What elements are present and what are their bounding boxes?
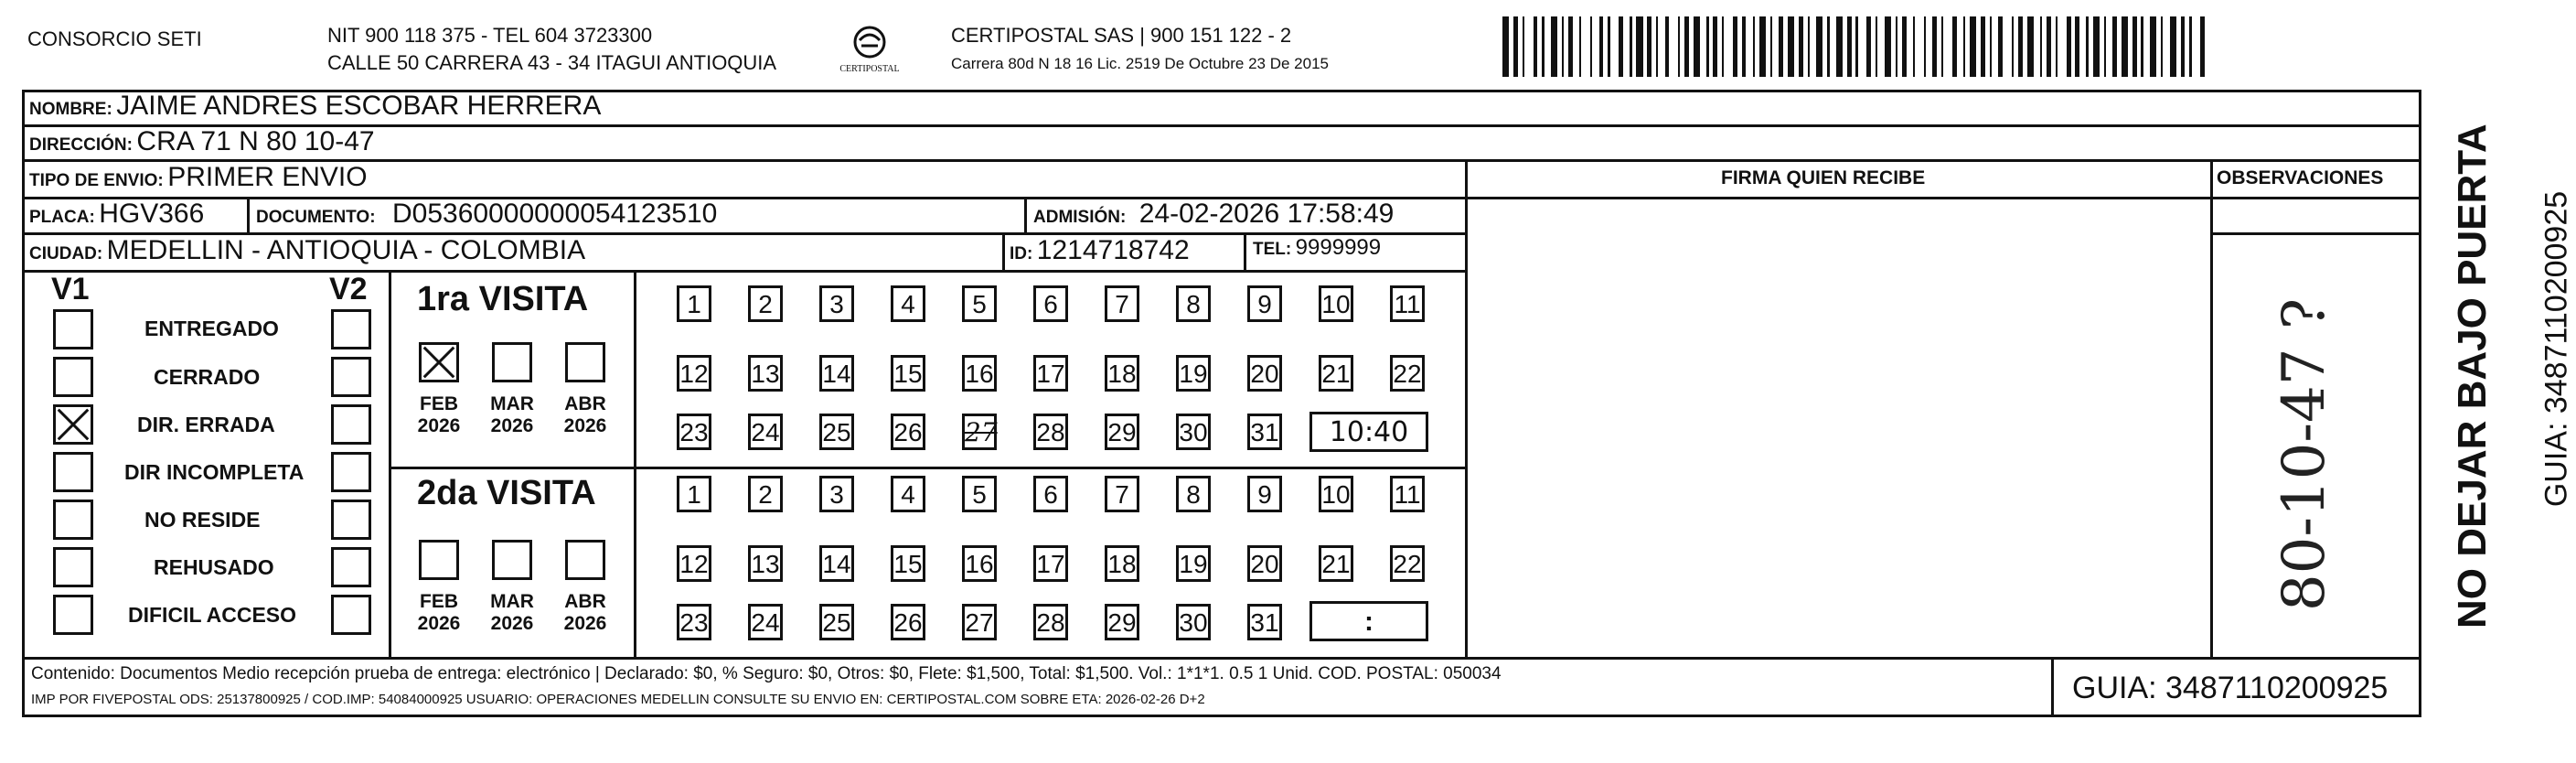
second-visit-day-24[interactable]: 24 <box>748 604 783 640</box>
barcode-bar <box>1733 16 1737 77</box>
first-visit-day-9[interactable]: 9 <box>1247 285 1282 322</box>
ciudad-value: MEDELLIN - ANTIOQUIA - COLOMBIA <box>106 235 586 265</box>
second-visit-day-31[interactable]: 31 <box>1247 604 1282 640</box>
second-visit-day-3[interactable]: 3 <box>819 476 854 512</box>
second-visit-title: 2da VISITA <box>417 474 596 512</box>
v2-checkbox-dir-errada[interactable] <box>331 404 371 445</box>
second-visit-day-27[interactable]: 27 <box>962 604 997 640</box>
first-visit-day-4[interactable]: 4 <box>891 285 925 322</box>
second-visit-month-mar[interactable] <box>492 540 532 580</box>
barcode-bar <box>1913 16 1915 77</box>
barcode-bar <box>1684 16 1689 77</box>
observaciones-header: OBSERVACIONES <box>2217 167 2384 188</box>
id-value: 1214718742 <box>1036 235 1190 265</box>
footer-guia: GUIA: 3487110200925 <box>2072 671 2389 705</box>
barcode-bar <box>1656 16 1658 77</box>
second-visit-day-5[interactable]: 5 <box>962 476 997 512</box>
second-visit-day-4[interactable]: 4 <box>891 476 925 512</box>
v1-checkbox-entregado[interactable] <box>53 309 93 349</box>
first-visit-title: 1ra VISITA <box>417 280 589 318</box>
second-visit-day-11[interactable]: 11 <box>1390 476 1425 512</box>
second-visit-day-16[interactable]: 16 <box>962 545 997 582</box>
barcode-bar <box>1963 16 1965 77</box>
first-visit-day-13[interactable]: 13 <box>748 355 783 392</box>
barcode-bar <box>1941 16 1943 77</box>
tipo-value: PRIMER ENVIO <box>167 162 368 192</box>
second-visit-month-feb[interactable] <box>419 540 459 580</box>
barcode-bar <box>1534 16 1538 77</box>
second-visit-day-23[interactable]: 23 <box>677 604 711 640</box>
second-month-label-mar: MAR 2026 <box>490 591 534 634</box>
barcode-bar <box>2141 16 2143 77</box>
barcode-bar <box>1759 16 1766 77</box>
documento-row <box>256 199 717 230</box>
first-visit-day-29[interactable]: 29 <box>1105 414 1139 450</box>
barcode <box>1502 16 2207 77</box>
status-no-reside: NO RESIDE <box>144 508 261 532</box>
second-month-label-abr: ABR 2026 <box>563 591 607 634</box>
barcode-bar <box>2161 16 2163 77</box>
barcode-bar <box>2093 16 2100 77</box>
second-visit-day-13[interactable]: 13 <box>748 545 783 582</box>
barcode-bar <box>1866 16 1871 77</box>
barcode-bar <box>1788 16 1794 77</box>
v2-checkbox-entregado[interactable] <box>331 309 371 349</box>
v2-checkbox-dificil-acceso[interactable] <box>331 595 371 635</box>
barcode-bar <box>1542 16 1544 77</box>
barcode-bar <box>1562 16 1564 77</box>
barcode-bar <box>2132 16 2137 77</box>
barcode-bar <box>1599 16 1604 77</box>
carrier-line: CERTIPOSTAL SAS | 900 151 122 - 2 <box>951 24 1292 47</box>
second-visit-day-2[interactable]: 2 <box>748 476 783 512</box>
barcode-bar <box>1636 16 1642 77</box>
barcode-bar <box>2075 16 2079 77</box>
admision-row <box>1033 199 1394 230</box>
tel-label: TEL: <box>1253 240 1292 259</box>
nombre-row <box>29 91 601 122</box>
first-visit-month-abr[interactable] <box>565 342 605 382</box>
barcode-bar <box>1855 16 1857 77</box>
barcode-bar <box>1678 16 1680 77</box>
first-visit-day-24[interactable]: 24 <box>748 414 783 450</box>
barcode-bar <box>1932 16 1937 77</box>
barcode-bar <box>2047 16 2051 77</box>
first-visit-day-18[interactable]: 18 <box>1105 355 1139 392</box>
barcode-bar <box>1952 16 1957 77</box>
first-visit-day-16[interactable]: 16 <box>962 355 997 392</box>
first-visit-day-26[interactable]: 26 <box>891 414 925 450</box>
barcode-bar <box>2181 16 2186 77</box>
barcode-bar <box>1847 16 1852 77</box>
second-visit-day-9[interactable]: 9 <box>1247 476 1282 512</box>
direccion-label: DIRECCIÓN: <box>29 135 133 155</box>
first-visit-day-11[interactable]: 11 <box>1390 285 1425 322</box>
second-visit-day-8[interactable]: 8 <box>1176 476 1211 512</box>
barcode-bar <box>1924 16 1926 77</box>
barcode-bar <box>2112 16 2117 77</box>
side-warning <box>2425 119 2574 640</box>
second-visit-day-30[interactable]: 30 <box>1176 604 1211 640</box>
first-month-label-abr: ABR 2026 <box>563 393 607 436</box>
barcode-bar <box>1722 16 1724 77</box>
first-visit-time[interactable]: 10:40 <box>1309 412 1428 452</box>
v1-checkbox-rehusado[interactable] <box>53 547 93 587</box>
first-visit-day-12[interactable]: 12 <box>677 355 711 392</box>
second-visit-day-10[interactable]: 10 <box>1319 476 1353 512</box>
barcode-bar <box>2027 16 2034 77</box>
second-visit-day-12[interactable]: 12 <box>677 545 711 582</box>
second-visit-day-25[interactable]: 25 <box>819 604 854 640</box>
barcode-bar <box>2018 16 2023 77</box>
tipo-row <box>29 162 368 193</box>
barcode-bar <box>1694 16 1700 77</box>
first-visit-day-31[interactable]: 31 <box>1247 414 1282 450</box>
v1-checkbox-no-reside[interactable] <box>53 500 93 540</box>
id-label: ID: <box>1010 244 1033 263</box>
barcode-bar <box>1513 16 1518 77</box>
second-visit-day-21[interactable]: 21 <box>1319 545 1353 582</box>
second-visit-day-20[interactable]: 20 <box>1247 545 1282 582</box>
logo-text: CERTIPOSTAL <box>839 64 900 74</box>
direccion-row <box>29 126 375 157</box>
placa-value: HGV366 <box>99 199 205 229</box>
first-visit-day-30[interactable]: 30 <box>1176 414 1211 450</box>
barcode-bar <box>1608 16 1609 77</box>
barcode-bar <box>1836 16 1843 77</box>
first-visit-day-10[interactable]: 10 <box>1319 285 1353 322</box>
barcode-bar <box>1502 16 1509 77</box>
placa-row <box>29 199 204 230</box>
barcode-bar <box>1590 16 1592 77</box>
barcode-bar <box>1742 16 1747 77</box>
status-dir-errada: DIR. ERRADA <box>137 413 275 436</box>
barcode-bar <box>1523 16 1524 77</box>
barcode-bar <box>1876 16 1877 77</box>
v2-checkbox-cerrado[interactable] <box>331 357 371 397</box>
first-visit-day-14[interactable]: 14 <box>819 355 854 392</box>
v1-checkbox-dir-incompleta[interactable] <box>53 452 93 492</box>
barcode-bar <box>1579 16 1581 77</box>
tipo-label: TIPO DE ENVIO: <box>29 171 164 190</box>
second-visit-time[interactable]: : <box>1309 601 1428 641</box>
admision-value: 24-02-2026 17:58:49 <box>1138 199 1395 229</box>
address-line: CALLE 50 CARRERA 43 - 34 ITAGUI ANTIOQUIA <box>327 51 777 74</box>
nit-line: NIT 900 118 375 - TEL 604 3723300 <box>327 24 653 47</box>
v2-checkbox-no-reside[interactable] <box>331 500 371 540</box>
footer-content-line: Contenido: Documentos Medio recepción prueba de entrega: electrónico | Declarado: $0, % Seguro: $0, Otros: $0, Flete: $1,500, Total: $1,500. Vol.: 1*1*1. 0.5 1 Unid. COD. POSTAL: 050034 <box>31 664 1502 683</box>
documento-value: D05360000000054123510 <box>392 199 718 229</box>
certipostal-logo <box>838 24 902 79</box>
first-visit-day-19[interactable]: 19 <box>1176 355 1211 392</box>
second-visit-day-7[interactable]: 7 <box>1105 476 1139 512</box>
first-visit-month-feb[interactable] <box>419 342 459 382</box>
barcode-bar <box>1970 16 1976 77</box>
first-visit-day-3[interactable]: 3 <box>819 285 854 322</box>
barcode-bar <box>2122 16 2128 77</box>
second-visit-day-18[interactable]: 18 <box>1105 545 1139 582</box>
tel-row <box>1253 235 1381 261</box>
license-line: Carrera 80d N 18 16 Lic. 2519 De Octubre 23 De 2015 <box>951 55 1329 72</box>
tel-value: 9999999 <box>1295 235 1382 260</box>
barcode-bar <box>2150 16 2156 77</box>
barcode-bar <box>1998 16 2003 77</box>
barcode-bar <box>1647 16 1651 77</box>
footer-imp-line: IMP POR FIVEPOSTAL ODS: 25137800925 / COD.IMP: 54084000925 USUARIO: OPERACIONES MEDELLIN CONSULTE SU ENVIO EN: CERTIPOSTAL.COM SOBRE ETA: 2026-02-26 D+2 <box>31 692 1205 707</box>
second-visit-day-1[interactable]: 1 <box>677 476 711 512</box>
barcode-bar <box>1619 16 1623 77</box>
barcode-bar <box>1568 16 1573 77</box>
barcode-bar <box>1981 16 1985 77</box>
second-visit-day-29[interactable]: 29 <box>1105 604 1139 640</box>
v2-label: V2 <box>329 272 368 306</box>
barcode-bar <box>1808 16 1810 77</box>
v1-checkbox-dificil-acceso[interactable] <box>53 595 93 635</box>
barcode-bar <box>1816 16 1822 77</box>
second-visit-day-19[interactable]: 19 <box>1176 545 1211 582</box>
direccion-value: CRA 71 N 80 10-47 <box>136 126 375 156</box>
barcode-bar <box>2170 16 2176 77</box>
first-month-label-feb: FEB 2026 <box>417 393 461 436</box>
status-rehusado: REHUSADO <box>154 555 274 579</box>
second-visit-day-17[interactable]: 17 <box>1033 545 1068 582</box>
observaciones-note <box>2231 256 2368 622</box>
side-guia-text: GUIA: 3487110200925 <box>2539 190 2574 508</box>
first-visit-day-27[interactable]: 27 <box>962 414 997 450</box>
second-visit-day-22[interactable]: 22 <box>1390 545 1425 582</box>
status-cerrado: CERRADO <box>154 365 261 389</box>
placa-label: PLACA: <box>29 208 95 227</box>
barcode-bar <box>1885 16 1891 77</box>
first-visit-day-7[interactable]: 7 <box>1105 285 1139 322</box>
first-visit-day-8[interactable]: 8 <box>1176 285 1211 322</box>
company-name: CONSORCIO SETI <box>27 27 202 50</box>
nombre-value: JAIME ANDRES ESCOBAR HERRERA <box>116 91 602 121</box>
v2-checkbox-rehusado[interactable] <box>331 547 371 587</box>
barcode-bar <box>2189 16 2191 77</box>
v2-checkbox-dir-incompleta[interactable] <box>331 452 371 492</box>
observaciones-handwritten: 80-10-47 ? <box>2271 297 2338 612</box>
barcode-bar <box>2104 16 2106 77</box>
barcode-bar <box>1665 16 1670 77</box>
barcode-bar <box>1706 16 1708 77</box>
second-month-label-feb: FEB 2026 <box>417 591 461 634</box>
second-visit-day-15[interactable]: 15 <box>891 545 925 582</box>
second-visit-day-6[interactable]: 6 <box>1033 476 1068 512</box>
barcode-bar <box>1827 16 1829 77</box>
first-visit-day-21[interactable]: 21 <box>1319 355 1353 392</box>
status-dir-incompleta: DIR INCOMPLETA <box>124 460 305 484</box>
first-visit-day-17[interactable]: 17 <box>1033 355 1068 392</box>
barcode-bar <box>1630 16 1631 77</box>
status-entregado: ENTREGADO <box>144 317 279 340</box>
v1-checkbox-cerrado[interactable] <box>53 357 93 397</box>
v1-label: V1 <box>51 272 90 306</box>
status-dificil-acceso: DIFICIL ACCESO <box>128 603 297 627</box>
first-visit-day-6[interactable]: 6 <box>1033 285 1068 322</box>
barcode-bar <box>1770 16 1772 77</box>
firma-header: FIRMA QUIEN RECIBE <box>1721 167 1926 188</box>
barcode-bar <box>1896 16 1897 77</box>
first-visit-day-1[interactable]: 1 <box>677 285 711 322</box>
barcode-bar <box>1753 16 1755 77</box>
second-visit-month-abr[interactable] <box>565 540 605 580</box>
barcode-bar <box>2067 16 2071 77</box>
side-warning-text: NO DEJAR BAJO PUERTA <box>2450 124 2495 629</box>
first-visit-day-15[interactable]: 15 <box>891 355 925 392</box>
barcode-bar <box>1799 16 1803 77</box>
ciudad-row <box>29 235 585 266</box>
barcode-bar <box>1902 16 1907 77</box>
first-visit-day-5[interactable]: 5 <box>962 285 997 322</box>
second-visit-day-14[interactable]: 14 <box>819 545 854 582</box>
barcode-bar <box>1551 16 1557 77</box>
first-visit-month-mar[interactable] <box>492 342 532 382</box>
documento-label: DOCUMENTO: <box>256 208 376 227</box>
barcode-bar <box>1779 16 1783 77</box>
barcode-bar <box>2200 16 2205 77</box>
v1-checkbox-dir-errada[interactable] <box>53 404 93 445</box>
barcode-bar <box>1713 16 1717 77</box>
first-visit-day-22[interactable]: 22 <box>1390 355 1425 392</box>
barcode-bar <box>2040 16 2042 77</box>
first-month-label-mar: MAR 2026 <box>490 393 534 436</box>
ciudad-label: CIUDAD: <box>29 244 103 263</box>
barcode-bar <box>2012 16 2014 77</box>
first-visit-day-28[interactable]: 28 <box>1033 414 1068 450</box>
second-visit-day-28[interactable]: 28 <box>1033 604 1068 640</box>
admision-label: ADMISIÓN: <box>1033 208 1127 227</box>
second-visit-day-26[interactable]: 26 <box>891 604 925 640</box>
nombre-label: NOMBRE: <box>29 100 112 119</box>
id-row <box>1010 235 1190 266</box>
first-visit-day-2[interactable]: 2 <box>748 285 783 322</box>
barcode-bar <box>2056 16 2058 77</box>
form-frame <box>22 90 2421 717</box>
first-visit-day-23[interactable]: 23 <box>677 414 711 450</box>
barcode-bar <box>1990 16 1992 77</box>
first-visit-day-25[interactable]: 25 <box>819 414 854 450</box>
barcode-bar <box>2086 16 2088 77</box>
certipostal-logo-icon <box>838 24 902 79</box>
first-visit-day-20[interactable]: 20 <box>1247 355 1282 392</box>
